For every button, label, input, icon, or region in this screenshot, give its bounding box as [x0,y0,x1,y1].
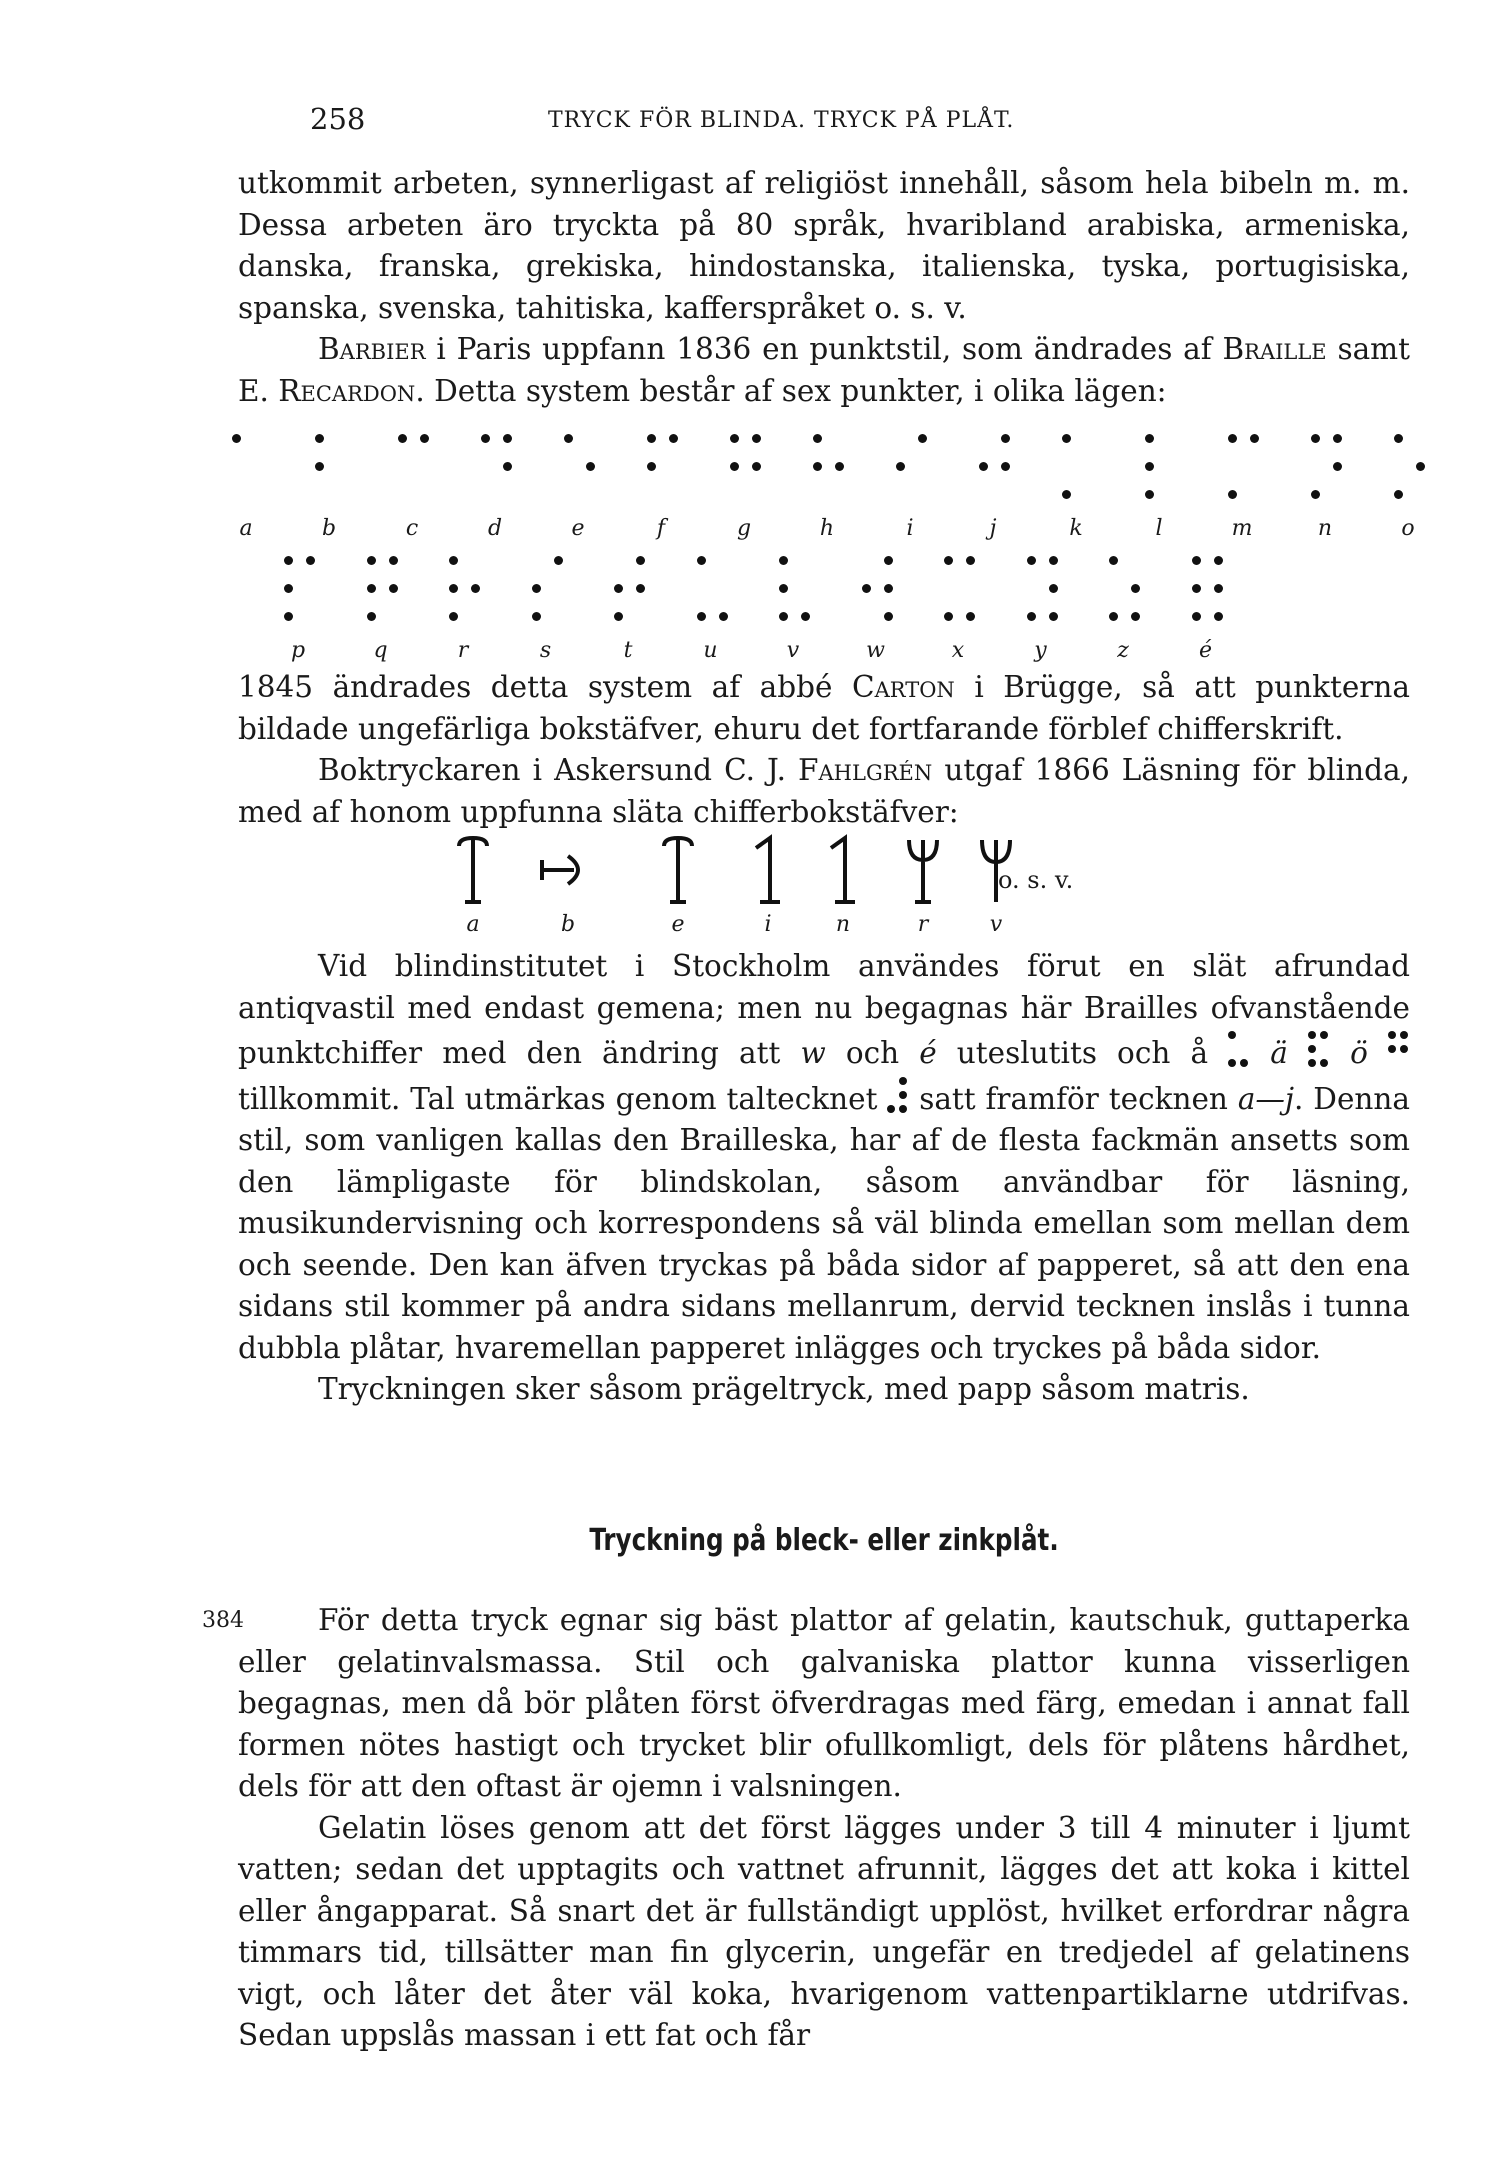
paragraph-2-text-3: . Detta system består af sex punkter, i olika lägen: [415,373,1167,408]
braille-dot [1062,490,1071,499]
name-braille: Braille [1222,332,1327,366]
text-block-1 [238,163,1410,412]
braille-dot [1001,462,1010,471]
braille-dot [398,434,407,443]
braille-dot [1192,584,1201,593]
braille-dot [636,556,645,565]
braille-dot [315,462,324,471]
braille-dot [1192,556,1201,565]
braille-letter-label: m [1231,516,1253,541]
braille-dot [779,584,788,593]
paragraph-5-text-6: . Denna stil, som vanligen kallas den Brailleska, har af de flesta fackmän ansetts som den lämpligaste för blindskolan, såsom användbar för läsning, musikundervisning och korrespondens så väl blinda emellan som mellan dem och seende. Den kan äfven tryckas på båda sidor af papperet, så att den ena sidans stil kommer på andra sidans mellanrum, dervid tecknen inslås i tunna dubbla plåtar, hvaremellan papperet inlägges och tryckes på båda sidor. [238,1081,1411,1365]
braille-table-row-1 [238,430,1415,541]
chiffer-label: v [989,912,1003,937]
braille-letter-label: g [736,516,752,541]
braille-dot [315,434,324,443]
text-block-3 [238,946,1410,1411]
margin-number: 384 [202,1608,244,1633]
paragraph-2-text-1: i Paris uppfann 1836 en punktstil, som ändrades af [425,332,1223,366]
braille-dot [884,612,893,621]
braille-letter-label: l [1155,516,1163,541]
braille-dot [1333,434,1342,443]
paragraph-4-text-1: Boktryckaren i Askersund C. J. [318,753,799,787]
braille-dot [779,612,788,621]
braille-letter-label: i [906,516,914,541]
braille-dot [367,556,376,565]
braille-letter-label: f [656,516,666,541]
braille-dot [669,434,678,443]
braille-dot [944,612,953,621]
chiffer-glyph-e [658,830,698,910]
braille-letter-label: j [989,516,997,541]
braille-dot [614,584,623,593]
braille-dot [813,462,822,471]
braille-dot [1001,434,1010,443]
braille-number-sign [887,1075,909,1115]
chiffer-label: r [917,912,929,937]
letter-o-umlaut: ö [1350,1036,1368,1070]
chiffer-label: a [466,912,480,937]
braille-dot [1250,434,1259,443]
braille-dot [697,556,706,565]
document-page [202,0,1415,2159]
braille-dot [1192,612,1201,621]
chiffer-glyph-i [748,830,788,910]
braille-dot [966,556,975,565]
paragraph-5-text-5: satt framför tecknen [909,1081,1238,1116]
braille-letter-label: c [405,516,419,541]
running-title: TRYCK FÖR BLINDA. TRYCK PÅ PLÅT. [548,108,1015,133]
braille-dot [1131,584,1140,593]
braille-dot [752,434,761,443]
text-block-4 [202,1600,1410,2057]
braille-dot [449,556,458,565]
paragraph-5 [238,946,1410,1369]
braille-dot [835,462,844,471]
chiffer-label: i [764,912,772,937]
braille-dot [1311,490,1320,499]
paragraph-3 [238,667,1410,750]
paragraph-5-text-1: Vid blindinstitutet i Stockholm användes förut en slät afrundad antiqvastil med endast gemena; men nu begagnas här Brailles ofvanstående punktchiffer med den ändring att [238,949,1410,1070]
braille-dot [1027,556,1036,565]
braille-dot [532,584,541,593]
braille-dot [801,612,810,621]
braille-dot [813,434,822,443]
braille-letter-label: u [703,638,718,663]
braille-dot [1109,556,1118,565]
braille-dot [564,434,573,443]
braille-dot [647,434,656,443]
braille-dot [481,434,490,443]
braille-letter-label: b [321,516,337,541]
name-recardon: Recardon [278,373,416,408]
braille-dot [614,612,623,621]
name-carton: Carton [852,670,955,704]
braille-dot [1049,612,1058,621]
paragraph-6: Tryckningen sker såsom prägeltryck, med papp såsom matris. [318,1372,1250,1406]
chiffer-label: n [835,912,851,937]
braille-dot [1062,434,1071,443]
braille-letter-label: a [239,516,253,541]
braille-dot [284,556,293,565]
name-fahlgren: Fahlgrén [798,753,933,787]
braille-dot [389,556,398,565]
braille-dot [752,462,761,471]
braille-dot [503,462,512,471]
braille-letter-label: q [373,638,388,663]
braille-dot [306,556,315,565]
paragraph-3-text-2: i Brügge, så att punkterna bildade ungefärliga bokstäfver, ehuru det fortfarande förblef chifferskrift. [238,670,1410,746]
braille-dot [389,584,398,593]
braille-dot [554,556,563,565]
braille-dot [647,462,656,471]
braille-dot [1228,490,1237,499]
braille-dot [918,434,927,443]
braille-dot [1214,584,1223,593]
paragraph-2 [238,329,1410,412]
braille-dot [636,584,645,593]
braille-dot [779,556,788,565]
chiffer-letters [238,830,1410,940]
paragraph-7: För detta tryck egnar sig bäst plattor af gelatin, kautschuk, guttaperka eller gelatinvalsmassa. Stil och galvaniska plattor kunna visserligen begagnas, men då bör plåten först öfverdragas med färg, emedan i annat fall formen nötes hastigt och trycket blir ofullkomligt, dels för plåtens hårdhet, dels för att den oftast är ojemn i valsningen. [238,1603,1410,1803]
paragraph-5-text-2: och [825,1036,920,1070]
paragraph-5-text-4: tillkommit. Tal utmärkas genom taltecknet [238,1081,888,1116]
paragraph-4-text-2: utgaf 1866 Läsning för blinda, med af honom uppfunna släta chifferbokstäfver: [238,753,1410,829]
letter-w: w [800,1036,826,1070]
braille-dot [367,584,376,593]
braille-letter-label: h [819,516,835,541]
braille-dot [449,612,458,621]
braille-o-umlaut [1388,1029,1410,1069]
braille-dot [1214,556,1223,565]
braille-letter-label: y [1034,638,1047,663]
braille-dot [586,462,595,471]
braille-letter-label: n [1317,516,1333,541]
braille-dot [532,612,541,621]
braille-dot [284,584,293,593]
section-heading: Tryckning på bleck- eller zinkplåt. [589,1523,1059,1558]
braille-dot [1049,584,1058,593]
chiffer-glyph-r [903,830,943,910]
name-barbier: Barbier [318,332,426,366]
paragraph-3-text-1: 1845 ändrades detta system af abbé [238,670,853,704]
braille-dot [884,584,893,593]
braille-dot [1049,556,1058,565]
braille-dot [1145,434,1154,443]
braille-dot [884,556,893,565]
chiffer-label: b [560,912,576,937]
braille-dot [449,584,458,593]
braille-dot [1145,490,1154,499]
braille-letter-label: w [866,638,885,663]
braille-dot [1145,462,1154,471]
braille-dot [1027,612,1036,621]
letter-a-ring: å [1190,1036,1209,1070]
chiffer-glyph-b [538,830,598,910]
braille-letter-label: t [623,638,633,663]
braille-dot [966,612,975,621]
braille-dot [1131,612,1140,621]
braille-dot [284,612,293,621]
braille-letter-label: s [539,638,552,663]
paragraph-4 [238,750,1410,833]
braille-letter-label: z [1117,638,1129,663]
braille-dot [1228,434,1237,443]
letter-range: a—j [1237,1081,1295,1116]
braille-dot [503,434,512,443]
braille-dot [367,612,376,621]
braille-dot [1394,490,1403,499]
braille-dot [862,584,871,593]
braille-letter-label: é [1198,638,1213,663]
braille-dot [420,434,429,443]
braille-dot [896,462,905,471]
braille-a-umlaut [1308,1029,1330,1069]
braille-letter-label: p [290,638,306,663]
braille-letter-label: x [951,638,965,663]
braille-letter-label: v [786,638,800,663]
chiffer-glyph-a [453,830,493,910]
braille-dot [1311,434,1320,443]
braille-dot [1109,612,1118,621]
braille-dot [1214,612,1223,621]
braille-a-ring [1228,1029,1250,1069]
braille-dot [1416,462,1425,471]
braille-dot [719,612,728,621]
chiffer-label: e [671,912,685,937]
braille-dot [1394,434,1403,443]
braille-dot [697,612,706,621]
paragraph-1: utkommit arbeten, synnerligast af religiöst innehåll, såsom hela bibeln m. m. Dessa arbeten äro tryckta på 80 språk, hvaribland arabiska, armeniska, danska, franska, grekiska, hindostanska, italienska, tyska, portugisiska, spanska, svenska, tahitiska, kafferspråket o. s. v. [238,166,1410,325]
braille-letter-label: e [571,516,585,541]
paragraph-8: Gelatin löses genom att det först lägges under 3 till 4 minuter i ljumt vatten; sedan det upptagits och vattnet afrunnit, lägges det att koka i kittel eller ångapparat. Så snart det är fullständigt upplöst, hvilket erfordrar några timmars tid, tillsätter man fin glycerin, ungefär en tredjedel af gelatinens vigt, och låter det åter väl koka, hvarigenom vattenpartiklarne utdrifvas. Sedan uppslås massan i ett fat och får [238,1810,1410,2052]
braille-dot [471,584,480,593]
braille-dot [730,434,739,443]
page-number: 258 [310,102,366,136]
letter-e-acute: é [919,1036,937,1070]
page-header [238,102,1410,142]
braille-letter-label: o [1401,516,1415,541]
chiffer-osv: o. s. v. [998,866,1074,894]
braille-dot [944,556,953,565]
paragraph-2-text-2: samt E. [238,332,1410,408]
paragraph-5-text-3: uteslutits och [936,1036,1171,1070]
braille-dot [232,434,241,443]
braille-letter-label: d [487,516,503,541]
braille-table-row-2 [238,552,1410,662]
braille-dot [979,462,988,471]
braille-letter-label: r [457,638,469,663]
braille-dot [1333,462,1342,471]
braille-dot [730,462,739,471]
letter-a-umlaut: ä [1270,1036,1288,1070]
text-block-2 [238,667,1410,833]
chiffer-glyph-n [823,830,863,910]
braille-letter-label: k [1069,516,1083,541]
